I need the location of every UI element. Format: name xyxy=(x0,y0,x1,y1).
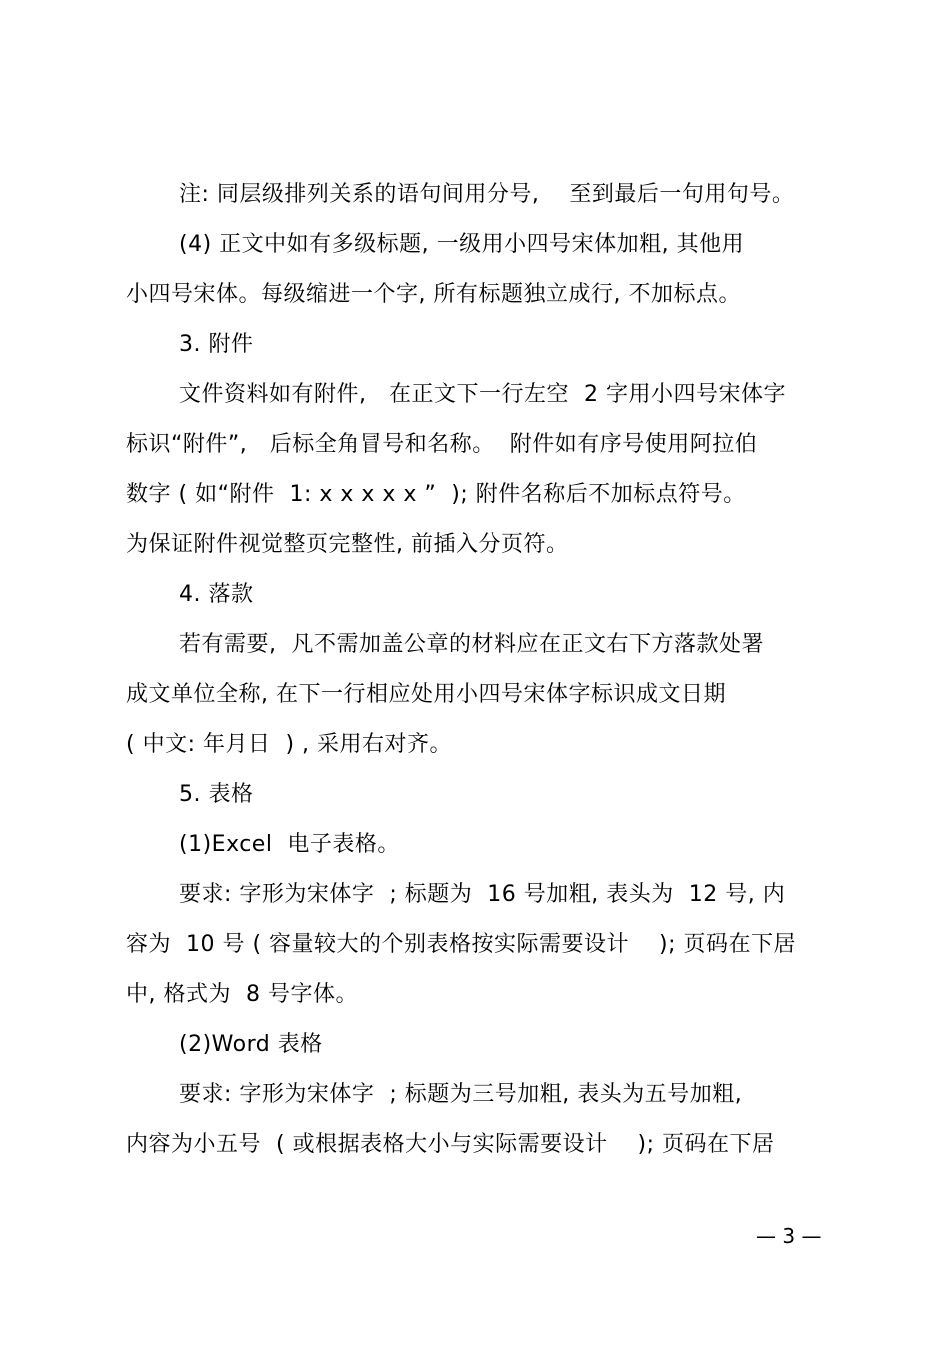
section-heading: 3. 附件 xyxy=(179,332,254,357)
text-line: 成文单位全称, 在下一行相应处用小四号宋体字标识成文日期 xyxy=(126,682,726,707)
text-line: 要求: 字形为宋体字 ; 标题为三号加粗, 表头为五号加粗, xyxy=(179,1082,743,1107)
text-line: 为保证附件视觉整页完整性, 前插入分页符。 xyxy=(126,532,569,557)
text-line: 标识“附件”, 后标全角冒号和名称。 附件如有序号使用阿拉伯 xyxy=(126,432,758,457)
text-line: 容为 10 号 ( 容量较大的个别表格按实际需要设计 ); 页码在下居 xyxy=(126,932,797,957)
subsection-heading: (1)Excel 电子表格。 xyxy=(179,832,400,857)
text-line: 小四号宋体。每级缩进一个字, 所有标题独立成行, 不加标点。 xyxy=(126,282,741,307)
text-line: 内容为小五号 ( 或根据表格大小与实际需要设计 ); 页码在下居 xyxy=(126,1132,775,1157)
subsection-heading: (2)Word 表格 xyxy=(179,1032,323,1057)
section-heading: 5. 表格 xyxy=(179,782,254,807)
page-number: — 3 — xyxy=(756,1224,822,1248)
text-line: 数字 ( 如“附件 1: x x x x x ” ); 附件名称后不加标点符号。 xyxy=(126,482,746,507)
text-line: 中, 格式为 8 号字体。 xyxy=(126,982,358,1007)
text-line: 若有需要, 凡不需加盖公章的材料应在正文右下方落款处署 xyxy=(179,632,764,657)
section-heading: 4. 落款 xyxy=(179,582,254,607)
text-line: ( 中文: 年月日 ) , 采用右对齐。 xyxy=(126,732,453,757)
text-line: 注: 同层级排列关系的语句间用分号, 至到最后一句用句号。 xyxy=(179,182,795,207)
text-line: (4) 正文中如有多级标题, 一级用小四号宋体加粗, 其他用 xyxy=(179,232,745,257)
text-line: 要求: 字形为宋体字 ; 标题为 16 号加粗, 表头为 12 号, 内 xyxy=(179,882,786,907)
text-line: 文件资料如有附件, 在正文下一行左空 2 字用小四号宋体字 xyxy=(179,382,786,407)
